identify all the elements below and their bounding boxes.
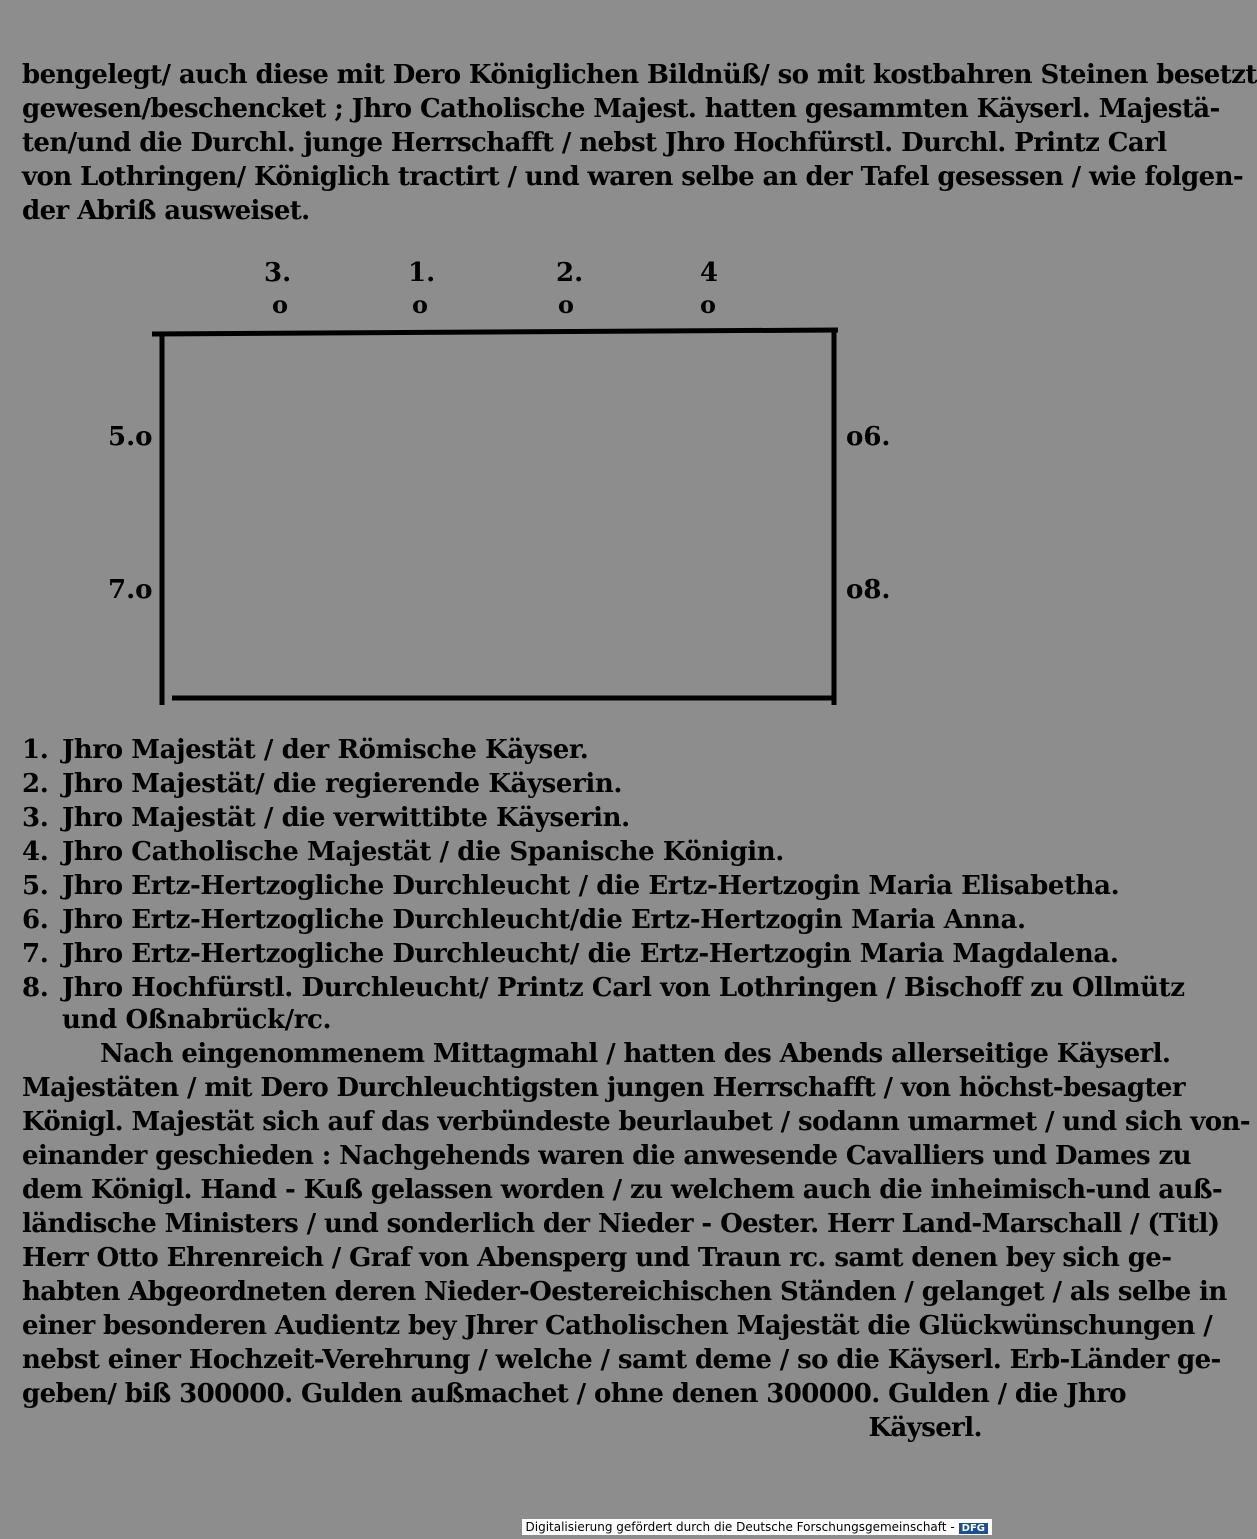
- dfg-logo: DFG: [959, 1523, 988, 1534]
- body-text-line: Herr Otto Ehrenreich / Graf von Abensperg und Traun rc. samt denen bey sich ge-: [22, 1243, 1172, 1273]
- legend-item: [22, 869, 1119, 903]
- legend-number: 7.: [22, 939, 49, 969]
- left-seat-label: 7.o: [108, 575, 153, 605]
- legend-number: 5.: [22, 871, 49, 901]
- seat-marker: o: [700, 290, 717, 319]
- legend-text: Jhro Hochfürstl. Durchleucht/ Printz Carl von Lothringen / Bischoff zu Ollmütz: [62, 973, 1185, 1003]
- top-text-line: der Abriß ausweiset.: [22, 196, 310, 226]
- top-text-line: ten/und die Durchl. junge Herrschafft / nebst Jhro Hochfürstl. Durchl. Printz Carl: [22, 128, 1167, 158]
- right-seat-label: o6.: [846, 422, 891, 452]
- legend-number: 2.: [22, 769, 49, 799]
- body-text-line: habten Abgeordneten deren Nieder-Oestereichischen Ständen / gelanget / als selbe in: [22, 1277, 1227, 1307]
- legend-text: Jhro Ertz-Hertzogliche Durchleucht / die Ertz-Hertzogin Maria Elisabetha.: [62, 871, 1120, 901]
- seat-number: 3.: [264, 258, 292, 288]
- legend-number: 3.: [22, 803, 49, 833]
- seat-marker: o: [272, 290, 289, 319]
- table-outline: [0, 250, 1000, 720]
- seating-diagram: [0, 250, 1000, 720]
- legend-continuation: und Oßnabrück/rc.: [62, 1005, 332, 1035]
- right-seat-label: o8.: [846, 575, 891, 605]
- body-text-line: Nach eingenommenem Mittagmahl / hatten des Abends allerseitige Käyserl.: [100, 1039, 1171, 1069]
- legend-text: Jhro Majestät / die verwittibte Käyserin.: [62, 803, 630, 833]
- legend-item: [22, 767, 622, 801]
- footer-text: Digitalisierung gefördert durch die Deutsche Forschungsgemeinschaft -: [525, 1520, 955, 1534]
- seat-number: 1.: [408, 258, 436, 288]
- body-text-line: geben/ biß 300000. Gulden außmachet / ohne denen 300000. Gulden / die Jhro: [22, 1379, 1127, 1409]
- seat-marker: o: [412, 290, 429, 319]
- catchword: Käyserl.: [868, 1413, 982, 1443]
- seat-number: 2.: [556, 258, 584, 288]
- body-text-line: nebst einer Hochzeit-Verehrung / welche / samt deme / so die Käyserl. Erb-Länder ge-: [22, 1345, 1221, 1375]
- seat-marker: o: [558, 290, 575, 319]
- body-text-line: Königl. Majestät sich auf das verbündeste beurlaubet / sodann umarmet / und sich von-: [22, 1107, 1250, 1137]
- body-text-line: dem Königl. Hand - Kuß gelassen worden / zu welchem auch die inheimisch-und auß-: [22, 1175, 1223, 1205]
- legend-item: [22, 903, 1026, 937]
- seat-number: 4: [700, 258, 719, 288]
- legend-item: [22, 971, 1185, 1005]
- body-text-line: einer besonderen Audientz bey Jhrer Catholischen Majestät die Glückwünschungen /: [22, 1311, 1213, 1341]
- legend-text: Jhro Ertz-Hertzogliche Durchleucht/ die Ertz-Hertzogin Maria Magdalena.: [62, 939, 1119, 969]
- body-text-line: ländische Ministers / und sonderlich der Nieder - Oester. Herr Land-Marschall / (Titl): [22, 1209, 1220, 1239]
- legend-text: Jhro Catholische Majestät / die Spanische Königin.: [62, 837, 784, 867]
- legend-number: 4.: [22, 837, 49, 867]
- legend-item: [22, 937, 1118, 971]
- legend-text: Jhro Majestät / der Römische Käyser.: [62, 735, 589, 765]
- legend-number: 8.: [22, 973, 49, 1003]
- top-text-line: gewesen/beschencket ; Jhro Catholische Majest. hatten gesammten Käyserl. Majestä-: [22, 94, 1220, 124]
- top-text-line: von Lothringen/ Königlich tractirt / und waren selbe an der Tafel gesessen / wie folgen-: [22, 162, 1244, 192]
- legend-text: Jhro Ertz-Hertzogliche Durchleucht/die Ertz-Hertzogin Maria Anna.: [62, 905, 1026, 935]
- legend-number: 6.: [22, 905, 49, 935]
- legend-item: [22, 801, 630, 835]
- legend-item: [22, 733, 588, 767]
- body-text-line: einander geschieden : Nachgehends waren die anwesende Cavalliers und Dames zu: [22, 1141, 1191, 1171]
- legend-item: [22, 835, 784, 869]
- top-text-line: bengelegt/ auch diese mit Dero Königlichen Bildnüß/ so mit kostbahren Steinen besetzt: [22, 60, 1257, 90]
- left-seat-label: 5.o: [108, 422, 153, 452]
- legend-text: Jhro Majestät/ die regierende Käyserin.: [62, 769, 622, 799]
- body-text-line: Majestäten / mit Dero Durchleuchtigsten jungen Herrschafft / von höchst-besagter: [22, 1073, 1185, 1103]
- digitization-footer: [522, 1519, 993, 1535]
- table-top-edge: [152, 330, 838, 334]
- legend-number: 1.: [22, 735, 49, 765]
